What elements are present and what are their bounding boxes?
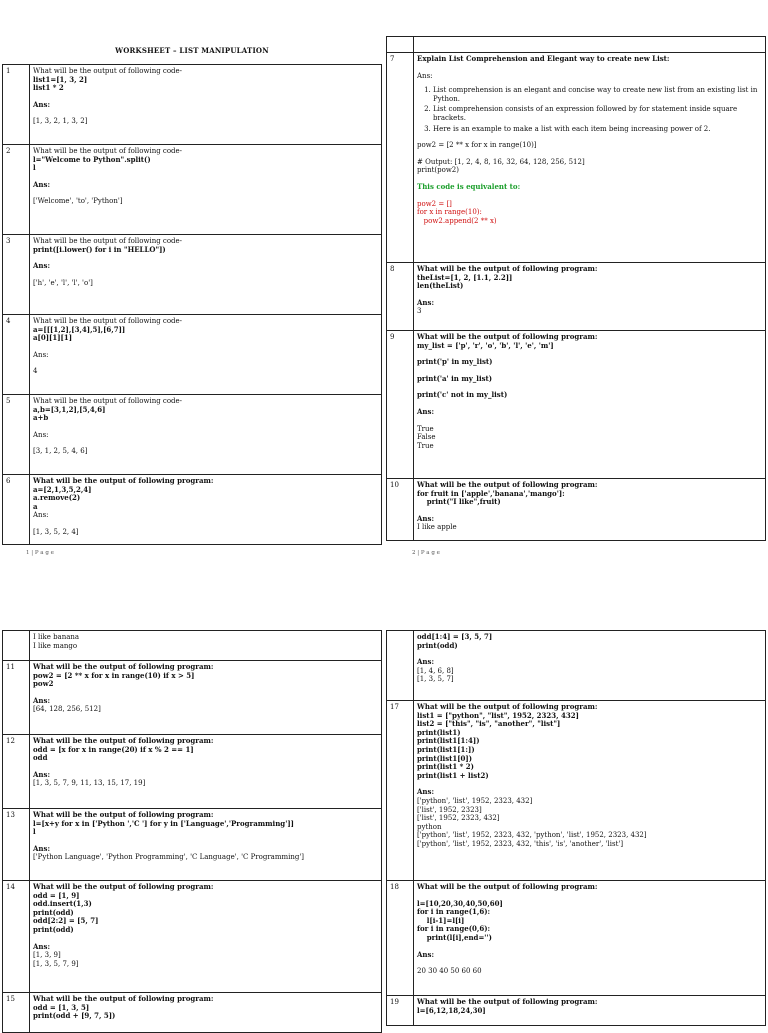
answer-text: [1, 3, 5, 7, 9, 11, 13, 15, 17, 19] (33, 779, 146, 788)
question-cell (30, 881, 382, 993)
answer-text: ['h', 'e', 'l', 'l', 'o'] (33, 278, 93, 287)
page-footer: 2 | P a g e (412, 550, 440, 556)
question-code: a=[[[1,2],[3,4],5],[6,7]] a[0][1][1] (33, 324, 126, 343)
answer-text: [1, 3, 9] [1, 3, 5, 7, 9] (33, 951, 79, 968)
question-prompt: What will be the output of following program: (33, 476, 214, 485)
question-cell (414, 263, 766, 331)
question-code: l=[x+y for x in ['Python ','C '] for y in ['Language','Programming']] l (33, 818, 294, 837)
question-code: a=[2,1,3,5,2,4] a.remove(2) a (33, 484, 92, 511)
question-number: 9 (387, 331, 414, 479)
question-row (387, 263, 766, 331)
question-cell (414, 701, 766, 881)
empty-cell (414, 37, 766, 53)
question-code: list1=[1, 3, 2] list1 * 2 (33, 74, 88, 93)
question-cell (414, 479, 766, 541)
question-prompt: What will be the output of following program: (33, 810, 214, 819)
question-cell (30, 661, 382, 735)
question-number: 12 (3, 735, 30, 809)
question-prompt: What will be the output of following code- (33, 237, 183, 245)
question-cell (30, 475, 382, 545)
answer-text: 4 (33, 367, 38, 376)
question-cell (414, 331, 766, 479)
empty-cell (387, 37, 414, 53)
worksheet-title: WORKSHEET – LIST MANIPULATION (115, 46, 269, 55)
answer-text: ['Welcome', 'to', 'Python'] (33, 197, 123, 206)
question-row (3, 395, 382, 475)
answer-label: Ans: (33, 695, 51, 705)
answer-label: Ans: (33, 511, 49, 520)
answer-label: Ans: (33, 350, 49, 359)
question-row (3, 809, 382, 881)
answer-label: Ans: (33, 941, 51, 951)
question-number: 14 (3, 881, 30, 993)
empty-cell (387, 631, 414, 701)
answer-text: 20 30 40 50 60 60 (417, 967, 482, 976)
question-row (387, 53, 766, 263)
example-output: # Output: [1, 2, 4, 8, 16, 32, 64, 128, 256, 512] print(pow2) (417, 157, 585, 175)
page-footer: 1 | P a g e (26, 550, 54, 556)
answer-text: [3, 1, 2, 5, 4, 6] (33, 447, 88, 456)
question-code: my_list = ['p', 'r', 'o', 'b', 'l', 'e', 'm'] (417, 340, 554, 350)
answer-text: ['Python Language', 'Python Programming', 'C Language', 'C Programming'] (33, 853, 305, 862)
question-prompt: What will be the output of following program: (33, 736, 214, 745)
question-code: odd = [1, 3, 5] print(odd + [9, 7, 5]) (33, 1002, 116, 1021)
question-code: print([i.lower() for i in "HELLO"]) (33, 244, 166, 254)
question-prompt: What will be the output of following program: (417, 332, 598, 341)
continuation-row (3, 631, 382, 661)
list-item: 3. Here is an example to make a list with each item being increasing power of 2. (433, 125, 762, 134)
question-code: a,b=[3,1,2],[5,4,6] a+b (33, 404, 106, 423)
question-prompt: What will be the output of following program: (417, 264, 598, 273)
question-code: for fruit in ['apple','banana','mango']: print("I like",fruit) (417, 488, 565, 507)
question-row (3, 475, 382, 545)
question-number: 2 (3, 145, 30, 235)
question-number: 10 (387, 479, 414, 541)
answer-label: Ans: (417, 513, 435, 523)
question-row (3, 315, 382, 395)
question-code: odd[1:4] = [3, 5, 7] print(odd) (417, 632, 493, 650)
answer-text: I like apple (417, 523, 457, 532)
explanation-list (417, 86, 762, 133)
question-code: print('c' not in my_list) (417, 390, 508, 400)
question-cell (30, 735, 382, 809)
answer-text: [1, 4, 6, 8] [1, 3, 5, 7] (417, 666, 454, 684)
question-number: 11 (3, 661, 30, 735)
question-prompt: What will be the output of following program: (417, 997, 598, 1006)
page-4-table (386, 630, 766, 1026)
answer-label: Ans: (33, 261, 51, 271)
question-code: theList=[1, 2, [1.1, 2.2]] len(theList) (417, 272, 513, 291)
question-number: 18 (387, 881, 414, 996)
question-prompt: What will be the output of following code- (33, 67, 183, 75)
answer-label: Ans: (33, 769, 51, 779)
page-2 (386, 36, 766, 541)
continuation-row (387, 631, 766, 701)
question-prompt: Explain List Comprehension and Elegant way to create new List: (417, 54, 670, 63)
question-row (3, 881, 382, 993)
question-row (3, 145, 382, 235)
equivalent-note: This code is equivalent to: (417, 181, 521, 191)
question-row (3, 661, 382, 735)
question-number: 8 (387, 263, 414, 331)
answer-label: Ans: (417, 949, 435, 959)
question-number: 5 (3, 395, 30, 475)
question-prompt: What will be the output of following code- (33, 397, 183, 405)
question-prompt: What will be the output of following program: (417, 480, 598, 489)
page-2-table (386, 36, 766, 541)
answer-label: Ans: (33, 179, 51, 189)
question-code: l="Welcome to Python".split() l (33, 154, 151, 173)
question-cell (30, 993, 382, 1033)
header-row (387, 37, 766, 53)
answer-label: Ans: (417, 71, 433, 80)
question-code: l=[6,12,18,24,30] (417, 1005, 486, 1015)
question-number: 15 (3, 993, 30, 1033)
question-prompt: What will be the output of following program: (417, 882, 598, 891)
question-cell (414, 881, 766, 996)
answer-text: [1, 3, 5, 2, 4] (33, 527, 79, 536)
question-cell (414, 996, 766, 1026)
page-1 (2, 64, 382, 545)
page-1-table (2, 64, 382, 545)
list-item: 2. List comprehension consists of an expression followed by for statement inside square brackets. (433, 105, 762, 122)
equivalent-code: pow2 = [] for x in range(10): pow2.append(2 ** x) (417, 199, 497, 225)
question-prompt: What will be the output of following code- (33, 147, 183, 155)
question-code: list1 = ["python", "list", 1952, 2323, 432] list2 = ["this", "is", "another", "list"] print(list1) print(list1[1:4]) print(list1[1:]) print(list1[0]) print(list1 * 2) print(list1 + list2) (417, 710, 579, 780)
question-cell (30, 235, 382, 315)
question-row (387, 701, 766, 881)
question-row (3, 235, 382, 315)
empty-cell (3, 631, 30, 661)
question-number: 6 (3, 475, 30, 545)
answer-label: Ans: (33, 843, 51, 853)
question-prompt: What will be the output of following program: (33, 662, 214, 671)
list-item: 1. List comprehension is an elegant and concise way to create new list from an existing list in Python. (433, 86, 762, 103)
question-code: print('a' in my_list) (417, 373, 493, 383)
question-cell (30, 395, 382, 475)
question-number: 17 (387, 701, 414, 881)
answer-text: [1, 3, 2, 1, 3, 2] (33, 117, 88, 126)
question-row (387, 881, 766, 996)
answer-label: Ans: (33, 99, 51, 109)
question-code: pow2 = [2 ** x for x in range(10) if x > 5] pow2 (33, 670, 195, 689)
question-row (387, 479, 766, 541)
question-prompt: What will be the output of following program: (417, 702, 598, 711)
question-cell (414, 53, 766, 263)
page-3-table (2, 630, 382, 1033)
page-4 (386, 630, 766, 1026)
question-number: 1 (3, 65, 30, 145)
question-number: 19 (387, 996, 414, 1026)
question-row (387, 331, 766, 479)
question-row (3, 993, 382, 1033)
continuation-cell (414, 631, 766, 701)
question-prompt: What will be the output of following code- (33, 317, 183, 325)
question-code: l=[10,20,30,40,50,60] for i in range(1,6): l[i-1]=l[i] for i in range(0,6): print(l[i],end='') (417, 898, 503, 942)
page-3 (2, 630, 382, 1033)
question-code: print('p' in my_list) (417, 357, 493, 367)
answer-label: Ans: (417, 297, 435, 307)
question-prompt: What will be the output of following program: (33, 994, 214, 1003)
question-cell (30, 315, 382, 395)
answer-text: True False True (417, 424, 436, 450)
question-prompt: What will be the output of following program: (33, 882, 214, 891)
continuation-cell (30, 631, 382, 661)
question-row (3, 735, 382, 809)
answer-label: Ans: (33, 430, 49, 439)
question-number: 13 (3, 809, 30, 881)
answer-label: Ans: (417, 787, 435, 797)
question-cell (30, 809, 382, 881)
answer-text: ['python', 'list', 1952, 2323, 432] ['list', 1952, 2323] ['list', 1952, 2323, 432] python ['python', 'list', 1952, 2323, 432, 'python', 'list', 1952, 2323, 432] ['python', 'list', 1952, 2323, 432, 'this', 'is', 'another', 'list'] (417, 796, 647, 848)
question-number: 7 (387, 53, 414, 263)
answer-label: Ans: (417, 657, 435, 667)
question-row (3, 65, 382, 145)
answer-label: Ans: (417, 406, 435, 416)
question-number: 3 (3, 235, 30, 315)
question-code: odd = [1, 9] odd.insert(1,3) print(odd) odd[2:2] = [5, 7] print(odd) (33, 890, 99, 934)
example-code: pow2 = [2 ** x for x in range(10)] (417, 141, 537, 150)
question-number: 4 (3, 315, 30, 395)
question-cell (30, 145, 382, 235)
answer-text: I like banana I like mango (33, 633, 80, 650)
answer-text: 3 (417, 307, 422, 316)
question-cell (30, 65, 382, 145)
question-code: odd = [x for x in range(20) if x % 2 == 1] odd (33, 744, 194, 763)
question-row (387, 996, 766, 1026)
answer-text: [64, 128, 256, 512] (33, 705, 101, 714)
